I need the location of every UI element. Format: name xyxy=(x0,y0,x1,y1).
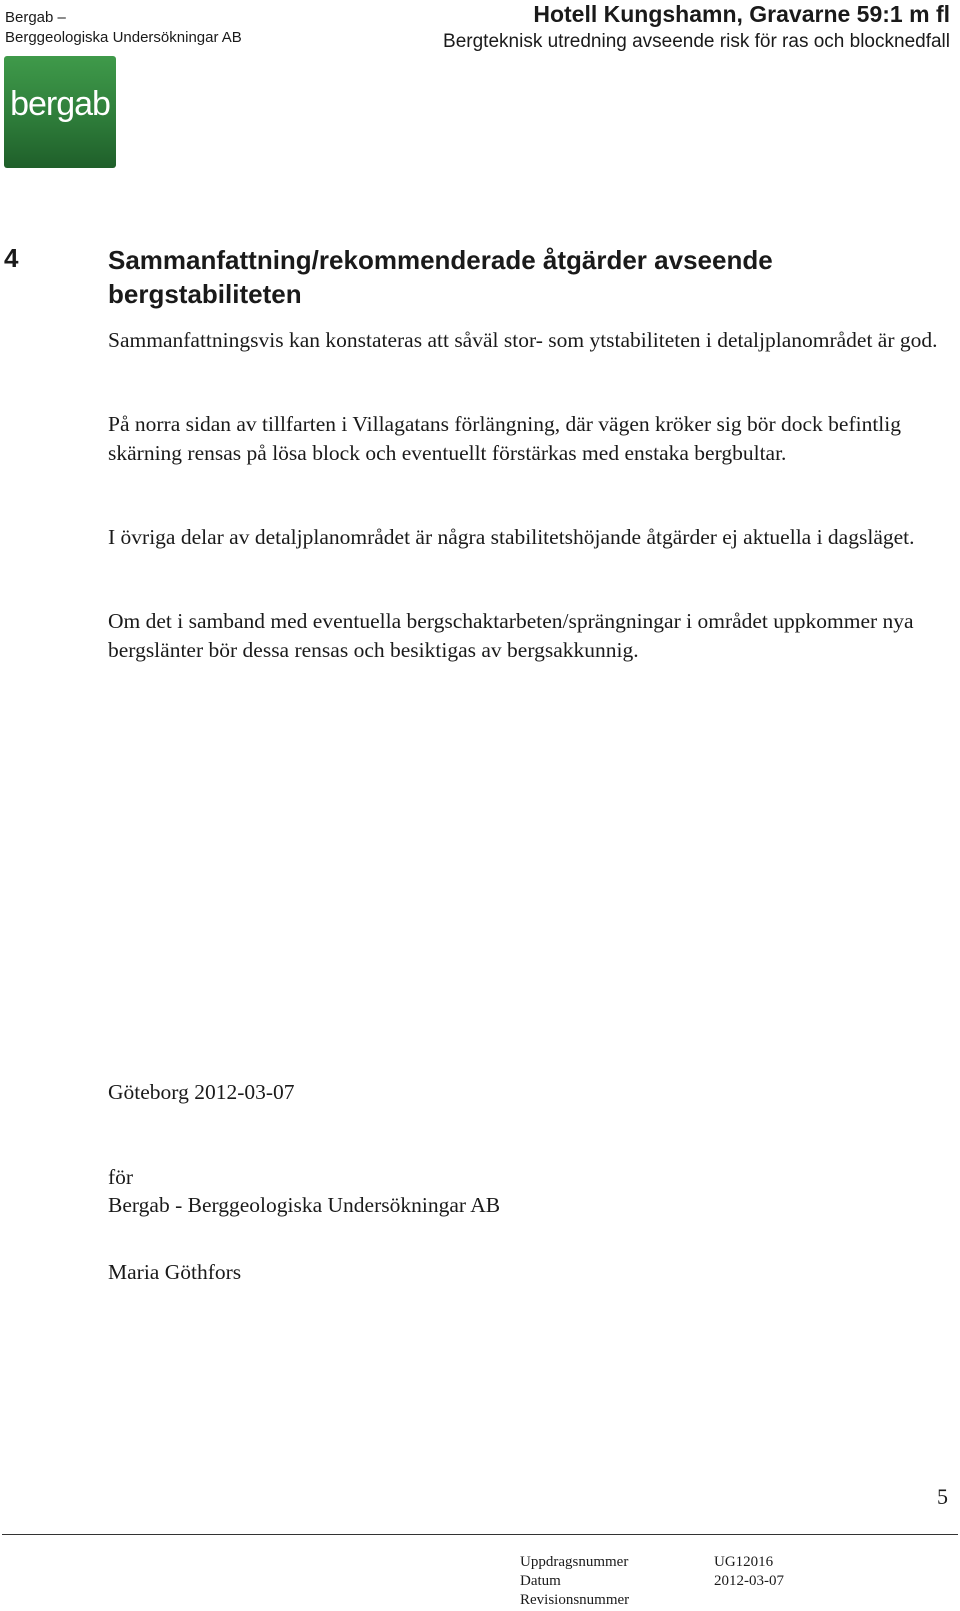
header-company-line1: Bergab – xyxy=(5,9,66,26)
header-company-line2: Berggeologiska Undersökningar AB xyxy=(5,29,242,46)
header-company xyxy=(5,8,242,48)
page-number: 5 xyxy=(937,1484,948,1509)
signature-place-date: Göteborg 2012-03-07 xyxy=(108,1080,295,1104)
footer-revision-label: Revisionsnummer xyxy=(520,1592,630,1608)
section-title: Sammanfattning/rekommenderade åtgärder avseende bergstabiliteten xyxy=(108,245,773,309)
header-title: Hotell Kungshamn, Gravarne 59:1 m fl xyxy=(533,1,950,27)
bergab-logo xyxy=(4,56,116,168)
signature-for: för xyxy=(108,1165,134,1189)
signature-company: Bergab - Berggeologiska Undersökningar AB xyxy=(108,1193,501,1217)
paragraph-new-slopes: Om det i samband med eventuella bergschaktarbeten/sprängningar i området uppkommer nya bergslänter bör dessa rensas och besiktigas av bergsakkunnig. xyxy=(108,609,914,662)
section-number: 4 xyxy=(4,243,19,273)
logo-text: bergab xyxy=(10,85,110,123)
paragraph-north-side: På norra sidan av tillfarten i Villagatans förlängning, där vägen kröker sig bör dock befintlig skärning rensas på lösa block och eventuellt förstärkas med enstaka bergbultar. xyxy=(108,412,901,465)
signature-name: Maria Göthfors xyxy=(108,1260,242,1284)
header-project xyxy=(443,0,950,54)
footer-assignment-value: UG12016 xyxy=(714,1554,774,1570)
footer-assignment-label: Uppdragsnummer xyxy=(520,1554,629,1570)
footer-date-label: Datum xyxy=(520,1573,561,1589)
footer-date-value: 2012-03-07 xyxy=(714,1573,784,1589)
footer-divider xyxy=(2,1534,958,1535)
header-subtitle: Bergteknisk utredning avseende risk för ras och blocknedfall xyxy=(443,31,950,52)
paragraph-summary: Sammanfattningsvis kan konstateras att såväl stor- som ytstabiliteten i detaljplanområdet är god. xyxy=(108,328,938,352)
paragraph-other-parts: I övriga delar av detaljplanområdet är några stabilitetshöjande åtgärder ej aktuella i dagsläget. xyxy=(108,525,915,549)
